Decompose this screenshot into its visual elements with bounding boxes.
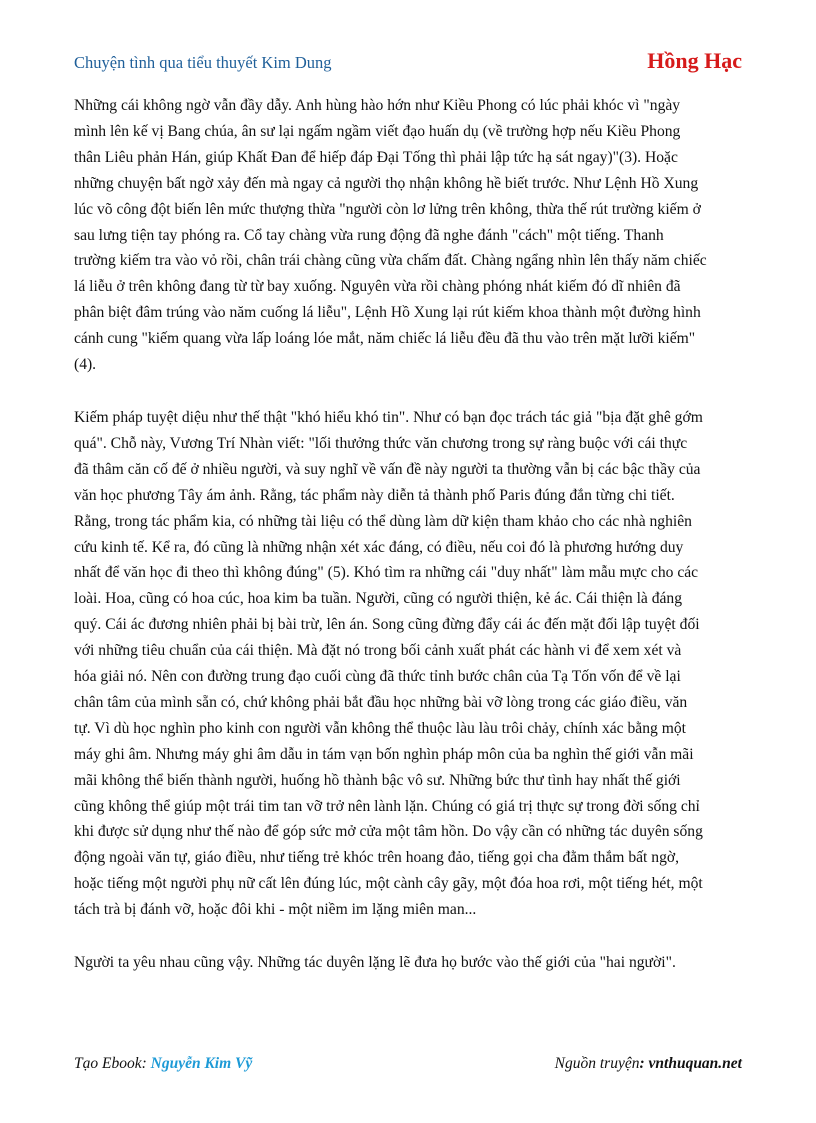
text-line: lá liễu ở trên không đang từ từ bay xuống. Nguyên vừa rồi chàng phóng nhát kiếm đó dĩ nhiên đã <box>74 278 681 296</box>
source-separator: : <box>639 1055 649 1072</box>
text-line: cứu kinh tế. Kể ra, đó cũng là những nhận xét xác đáng, có điều, nếu coi đó là phương hướng duy <box>74 538 684 556</box>
text-line: (4). <box>74 356 97 374</box>
text-line: phân biệt đâm trúng vào năm cuống lá liễu", Lệnh Hồ Xung lại rút kiếm khoa thành một đường hình <box>74 304 701 322</box>
ebook-separator: : <box>141 1055 151 1072</box>
page-footer <box>74 1055 742 1077</box>
text-line: mình lên kế vị Bang chúa, ân sư lại ngấm ngầm viết đạo huấn dụ (về trường hợp nếu Kiều Phong <box>74 122 681 140</box>
text-line: trường kiếm tra vào vỏ rồi, chân trái chàng cũng vừa chấm đất. Chàng ngẩng nhìn lên thấy năm chiếc <box>74 252 707 270</box>
text-line: quá". Chỗ này, Vương Trí Nhàn viết: "lối thưởng thức văn chương trong sự ràng buộc với cái thực <box>74 434 688 452</box>
ebook-author: Nguyễn Kim Vỹ <box>150 1055 253 1072</box>
source-site: vnthuquan.net <box>648 1055 742 1072</box>
paragraph-2 <box>74 405 744 923</box>
text-line: sau lưng tiện tay phóng ra. Cổ tay chàng vừa rung động đã nghe đánh "cách" một tiếng. Thanh <box>74 226 664 244</box>
text-line: với những tiêu chuẩn của cái thiện. Mà đặt nó trong bối cảnh xuất phát các hành vi để xem xét và <box>74 642 682 660</box>
ebook-label: Tạo Ebook <box>74 1055 142 1072</box>
text-line: loài. Hoa, cũng có hoa cúc, hoa kim ba tuần. Người, cũng có người thiện, kẻ ác. Cái thiện là đáng <box>74 590 683 608</box>
author-name: Hồng Hạc <box>647 48 742 73</box>
text-line: động ngoài văn tự, giáo điều, như tiếng trẻ khóc trên hoang đảo, tiếng gọi cha đằm thắm bất ngờ, <box>74 849 680 867</box>
text-line: tách trà bị đánh vỡ, hoặc đôi khi - một niềm im lặng miên man... <box>74 901 477 919</box>
paragraph-3 <box>74 950 744 976</box>
page-header <box>74 48 742 78</box>
text-line: Kiếm pháp tuyệt diệu như thế thật "khó hiểu khó tin". Như có bạn đọc trách tác giả "bịa đặt ghê gớm <box>74 408 703 426</box>
page-body <box>74 93 744 1003</box>
text-line: máy ghi âm. Nhưng máy ghi âm dẫu in tám vạn bốn nghìn pháp môn của ba nghìn thế giới vẫn mãi <box>74 745 694 763</box>
text-line: chân tâm của mình sẵn có, chứ không phải bắt đầu học những bài vỡ lòng trong các giáo điều, văn <box>74 693 688 711</box>
text-line: Những cái không ngờ vẫn đầy dẫy. Anh hùng hào hớn như Kiều Phong có lúc phải khóc vì "ngày <box>74 97 681 114</box>
text-line: thân Liêu phản Hán, giúp Khất Đan để hiếp đáp Đại Tống thì phải lập tức hạ sát ngay)"(3). Hoặc <box>74 148 678 166</box>
text-line: văn học phương Tây ám ảnh. Rằng, tác phẩm này diễn tả thành phố Paris đúng đắn từng chi tiết. <box>74 486 675 504</box>
text-line: nhất để văn học đi theo thì không đúng" (5). Khó tìm ra những cái "duy nhất" làm mẫu mực cho các <box>74 564 699 582</box>
source-label: Nguồn truyện <box>554 1055 640 1072</box>
source-credit <box>555 1055 742 1073</box>
text-line: hóa giải nó. Nên con đường trung đạo cuối cùng đã thức tỉnh bước chân của Tạ Tốn vốn để về lại <box>74 668 681 686</box>
text-line: lúc võ công đột biến lên mức thượng thừa "người còn lơ lửng trên không, thừa thế rút trường kiếm ở <box>74 200 701 218</box>
text-line: cũng không thể giúp một trái tim tan vỡ trở nên lành lặn. Chúng có giá trị thực sự trong đời sống chỉ <box>74 797 700 815</box>
text-line: những chuyện bất ngờ xảy đến mà ngay cả người thọ nhận không hề biết trước. Như Lệnh Hồ Xung <box>74 174 699 192</box>
text-line: quý. Cái ác đương nhiên phải bị bài trừ, lên án. Song cũng đừng đẩy cái ác đến mặt đối lập tuyệt đối <box>74 616 700 634</box>
text-line: Rằng, trong tác phẩm kia, có những tài liệu có thể dùng làm dữ kiện tham khảo cho các nhà nghiên <box>74 512 692 530</box>
ebook-credit <box>74 1055 252 1073</box>
text-line: tự. Vì dù học nghìn pho kinh con người vẫn không thể thuộc làu làu trôi chảy, chính xác bằng một <box>74 719 686 737</box>
book-title: Chuyện tình qua tiểu thuyết Kim Dung <box>74 53 332 72</box>
text-line: mãi không thể biến thành người, huống hồ thành bậc vô sư. Những bức thư tình hay nhất thế giới <box>74 771 681 789</box>
text-line: đã thâm căn cố đế ở nhiều người, và suy nghĩ về vấn đề này người ta thường vẫn bị các bậc thầy của <box>74 460 701 478</box>
text-line: hoặc tiếng một người phụ nữ cất lên đúng lúc, một cành cây gãy, một đóa hoa rơi, một tiếng hét, một <box>74 875 703 893</box>
paragraph-1 <box>74 93 744 378</box>
text-line: khi được sử dụng như thế nào để góp sức mở cửa một tâm hồn. Do vậy cần có những tác duyên sống <box>74 823 703 841</box>
text-line: Người ta yêu nhau cũng vậy. Những tác duyên lặng lẽ đưa họ bước vào thế giới của "hai người". <box>74 954 676 972</box>
text-line: cánh cung "kiếm quang vừa lấp loáng lóe mắt, năm chiếc lá liễu đều đã thu vào trên mặt lưỡi kiếm" <box>74 330 696 348</box>
